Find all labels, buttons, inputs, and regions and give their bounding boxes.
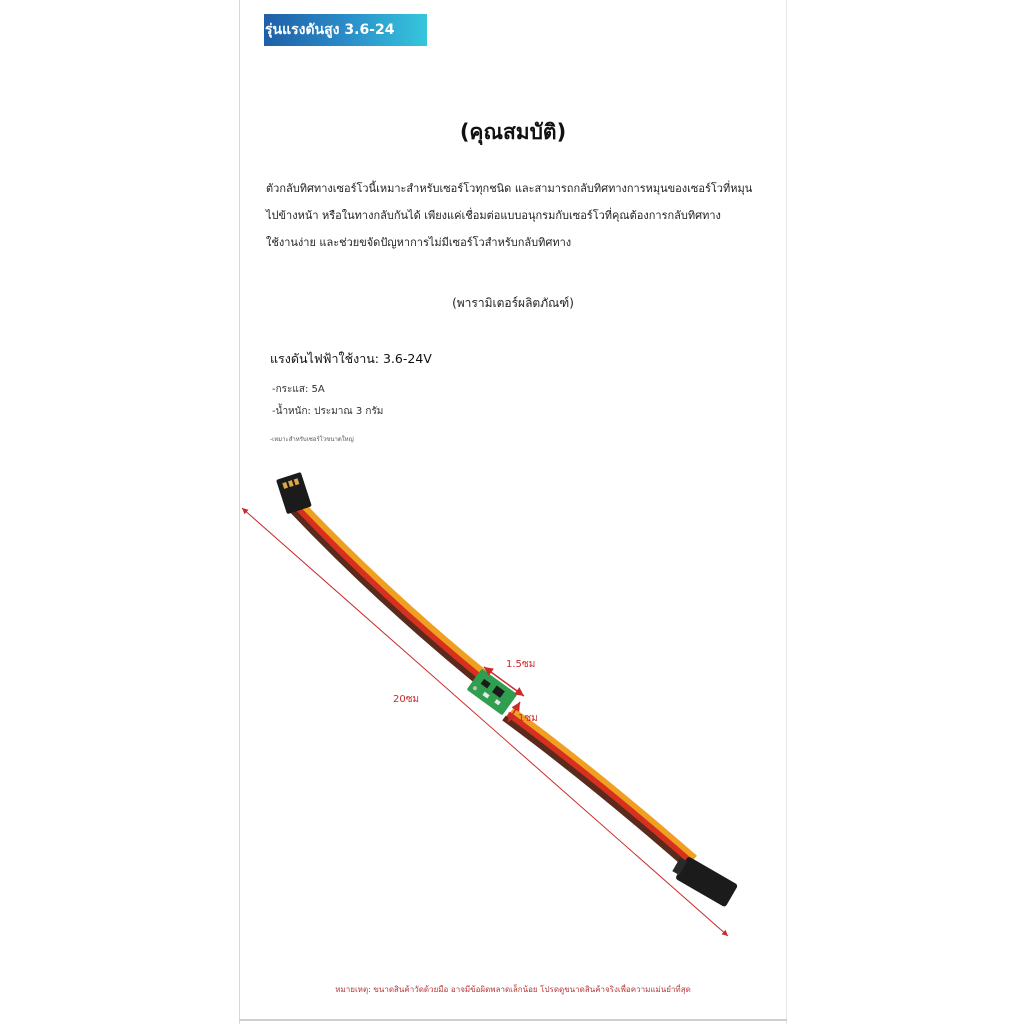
properties-title: (คุณสมบัติ) [459, 120, 567, 144]
page-bottom-border [239, 1019, 787, 1021]
bottom-connector [670, 853, 738, 908]
description-line-3: ใช้งานง่าย และช่วยขจัดปัญหาการไม่มีเซอร์โวสำหรับกลับทิศทาง [266, 236, 572, 249]
voltage-spec: แรงดันไฟฟ้าใช้งาน: 3.6-24V [270, 351, 432, 366]
parameters-heading: (พารามิเตอร์ผลิตภัณฑ์) [452, 296, 574, 310]
measurement-note: หมายเหตุ: ขนาดสินค้าวัดด้วยมือ อาจมีข้อผิดพลาดเล็กน้อย โปรดดูขนาดสินค้าจริงเพื่อความแม่นยำที่สุด [335, 985, 691, 994]
upper-wire-bundle [292, 502, 486, 682]
model-banner: รุ่นแรงดันสูง 3.6-24 [264, 14, 427, 46]
lower-wire-bundle [504, 710, 695, 866]
page-right-border [786, 0, 787, 1024]
product-illustration [240, 460, 786, 960]
weight-spec: -น้ำหนัก: ประมาณ 3 กรัม [272, 406, 384, 417]
description-line-2: ไปข้างหน้า หรือในทางกลับกันได้ เพียงแค่เชื่อมต่อแบบอนุกรมกับเซอร์โวที่คุณต้องการกลับทิศทาง [266, 209, 721, 222]
board-width-label: 1.5ซม [506, 659, 536, 670]
suitability-spec: -เหมาะสำหรับเซอร์โวขนาดใหญ่ [270, 436, 354, 443]
description-line-1: ตัวกลับทิศทางเซอร์โวนี้เหมาะสำหรับเซอร์โวทุกชนิด และสามารถกลับทิศทางการหมุนของเซอร์โวที่หมุน [266, 182, 753, 195]
length-dimension-line [242, 508, 728, 936]
board-height-label: 1ซม [518, 713, 538, 724]
length-label: 20ซม [393, 694, 420, 705]
top-connector [276, 472, 312, 514]
servo-reverser-drawing [240, 460, 786, 960]
current-spec: -กระแส: 5A [272, 384, 325, 395]
